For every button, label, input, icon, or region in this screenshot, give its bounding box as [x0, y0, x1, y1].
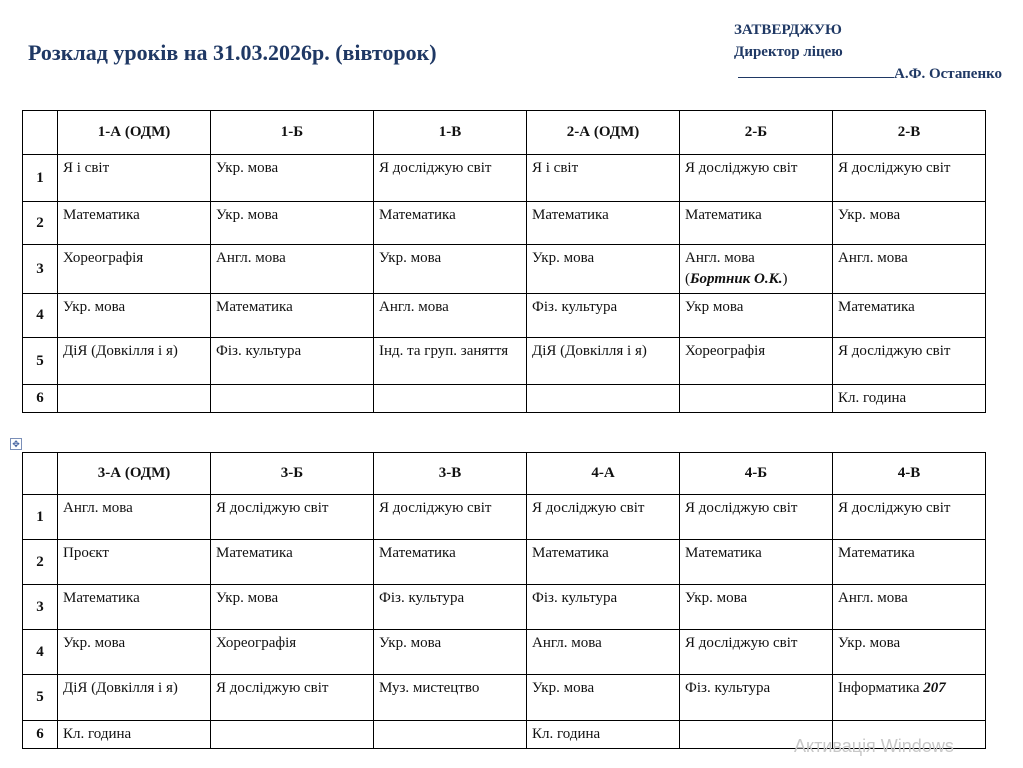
- lesson-cell: [374, 721, 527, 749]
- approval-signature: [734, 63, 1002, 85]
- subject-text: Інформатика: [838, 680, 920, 696]
- lesson-cell: Укр. мова: [58, 294, 211, 338]
- lesson-cell: Хореографія: [680, 338, 833, 385]
- table-header-row: [23, 453, 986, 495]
- table-header-row: [23, 111, 986, 155]
- lesson-cell: Математика: [374, 202, 527, 245]
- lesson-cell: Математика: [211, 540, 374, 585]
- lesson-number: 5: [23, 675, 58, 721]
- class-header: 3-Б: [211, 453, 374, 495]
- approval-heading: ЗАТВЕРДЖУЮ: [734, 22, 842, 38]
- lesson-cell: [211, 721, 374, 749]
- lesson-cell: Я досліджую світ: [833, 338, 986, 385]
- lesson-cell: Математика: [527, 540, 680, 585]
- class-header: 2-В: [833, 111, 986, 155]
- table-row: [23, 155, 986, 202]
- lesson-cell: Математика: [833, 540, 986, 585]
- lesson-cell: Я досліджую світ: [211, 675, 374, 721]
- lesson-cell: Кл. година: [58, 721, 211, 749]
- lesson-cell: Укр. мова: [833, 202, 986, 245]
- lesson-cell: [211, 385, 374, 413]
- lesson-cell: Англ. мова: [374, 294, 527, 338]
- lesson-cell: Укр. мова: [527, 675, 680, 721]
- lesson-cell: [527, 385, 680, 413]
- lesson-cell: Математика: [374, 540, 527, 585]
- table-row: [23, 245, 986, 294]
- lesson-number: 4: [23, 630, 58, 675]
- table-row: [23, 294, 986, 338]
- lesson-cell: Я досліджую світ: [833, 155, 986, 202]
- lesson-cell: Хореографія: [211, 630, 374, 675]
- lesson-cell: Я досліджую світ: [211, 495, 374, 540]
- table-row: [23, 202, 986, 245]
- approval-block: [734, 19, 1002, 85]
- windows-activation-watermark: Активація Windows: [794, 736, 954, 756]
- schedule-table-grades-1-2: [22, 110, 986, 413]
- lesson-cell: Фіз. культура: [211, 338, 374, 385]
- lesson-cell: Укр. мова: [374, 630, 527, 675]
- lesson-cell: Укр. мова: [58, 630, 211, 675]
- lesson-number: 6: [23, 721, 58, 749]
- class-header: 4-А: [527, 453, 680, 495]
- lesson-cell: ДіЯ (Довкілля і я): [527, 338, 680, 385]
- lesson-cell: Я досліджую світ: [527, 495, 680, 540]
- lesson-cell: Я досліджую світ: [680, 155, 833, 202]
- lesson-cell: Укр. мова: [680, 585, 833, 630]
- lesson-cell: [680, 245, 833, 294]
- lesson-cell: Проєкт: [58, 540, 211, 585]
- lesson-cell: Фіз. культура: [527, 294, 680, 338]
- table-row: [23, 585, 986, 630]
- lesson-number-header: [23, 111, 58, 155]
- class-header: 2-А (ОДМ): [527, 111, 680, 155]
- lesson-cell: Укр. мова: [527, 245, 680, 294]
- lesson-cell: Англ. мова: [527, 630, 680, 675]
- lesson-cell: Математика: [680, 540, 833, 585]
- lesson-cell: Математика: [833, 294, 986, 338]
- lesson-cell: Хореографія: [58, 245, 211, 294]
- class-header: 3-А (ОДМ): [58, 453, 211, 495]
- signature-name: А.Ф. Остапенко: [894, 66, 1003, 82]
- lesson-cell: Фіз. культура: [374, 585, 527, 630]
- lesson-cell: Укр. мова: [374, 245, 527, 294]
- lesson-cell: Я і світ: [527, 155, 680, 202]
- room-number: 207: [923, 680, 946, 696]
- lesson-cell: Я досліджую світ: [833, 495, 986, 540]
- lesson-number: 4: [23, 294, 58, 338]
- signature-line: [738, 63, 894, 78]
- lesson-cell: Математика: [211, 294, 374, 338]
- lesson-cell: Я і світ: [58, 155, 211, 202]
- lesson-cell: Інд. та груп. заняття: [374, 338, 527, 385]
- teacher-note: (Бортник О.К.): [685, 271, 788, 287]
- lesson-cell: Укр мова: [680, 294, 833, 338]
- lesson-cell: Я досліджую світ: [374, 495, 527, 540]
- lesson-cell: Англ. мова: [211, 245, 374, 294]
- lesson-cell: Я досліджую світ: [374, 155, 527, 202]
- lesson-cell: Я досліджую світ: [680, 495, 833, 540]
- table-row: [23, 385, 986, 413]
- class-header: 4-Б: [680, 453, 833, 495]
- approval-position: Директор ліцею: [734, 44, 843, 60]
- lesson-cell: Укр. мова: [211, 202, 374, 245]
- lesson-cell: ДіЯ (Довкілля і я): [58, 338, 211, 385]
- lesson-cell: Кл. година: [527, 721, 680, 749]
- subject-text: Англ. мова: [685, 250, 755, 266]
- lesson-cell: Математика: [58, 585, 211, 630]
- lesson-cell: Фіз. культура: [680, 675, 833, 721]
- table-row: [23, 675, 986, 721]
- lesson-cell: Кл. година: [833, 385, 986, 413]
- lesson-cell: Математика: [58, 202, 211, 245]
- table-row: [23, 630, 986, 675]
- table-row: [23, 495, 986, 540]
- lesson-number: 5: [23, 338, 58, 385]
- lesson-cell: Фіз. культура: [527, 585, 680, 630]
- lesson-cell: Англ. мова: [833, 585, 986, 630]
- lesson-cell: Англ. мова: [58, 495, 211, 540]
- lesson-cell: Укр. мова: [211, 585, 374, 630]
- lesson-number: 2: [23, 540, 58, 585]
- lesson-cell: Муз. мистецтво: [374, 675, 527, 721]
- lesson-number: 6: [23, 385, 58, 413]
- lesson-number: 2: [23, 202, 58, 245]
- class-header: 3-В: [374, 453, 527, 495]
- class-header: 1-В: [374, 111, 527, 155]
- lesson-number: 1: [23, 155, 58, 202]
- lesson-cell: Укр. мова: [833, 630, 986, 675]
- lesson-cell: [374, 385, 527, 413]
- lesson-number: 3: [23, 245, 58, 294]
- page-title: Розклад уроків на 31.03.2026р. (вівторок): [28, 40, 437, 65]
- class-header: 2-Б: [680, 111, 833, 155]
- class-header: 1-А (ОДМ): [58, 111, 211, 155]
- lesson-cell: Я досліджую світ: [680, 630, 833, 675]
- lesson-cell: Математика: [527, 202, 680, 245]
- lesson-cell: [680, 385, 833, 413]
- lesson-cell: [58, 385, 211, 413]
- lesson-number-header: [23, 453, 58, 495]
- class-header: 4-В: [833, 453, 986, 495]
- table-row: [23, 338, 986, 385]
- lesson-cell: [833, 675, 986, 721]
- table-move-handle-icon[interactable]: ✥: [10, 438, 22, 450]
- lesson-cell: Укр. мова: [211, 155, 374, 202]
- table-row: [23, 540, 986, 585]
- lesson-cell: Математика: [680, 202, 833, 245]
- class-header: 1-Б: [211, 111, 374, 155]
- schedule-table-grades-3-4: [22, 452, 986, 749]
- lesson-number: 1: [23, 495, 58, 540]
- lesson-cell: Англ. мова: [833, 245, 986, 294]
- lesson-number: 3: [23, 585, 58, 630]
- lesson-cell: ДіЯ (Довкілля і я): [58, 675, 211, 721]
